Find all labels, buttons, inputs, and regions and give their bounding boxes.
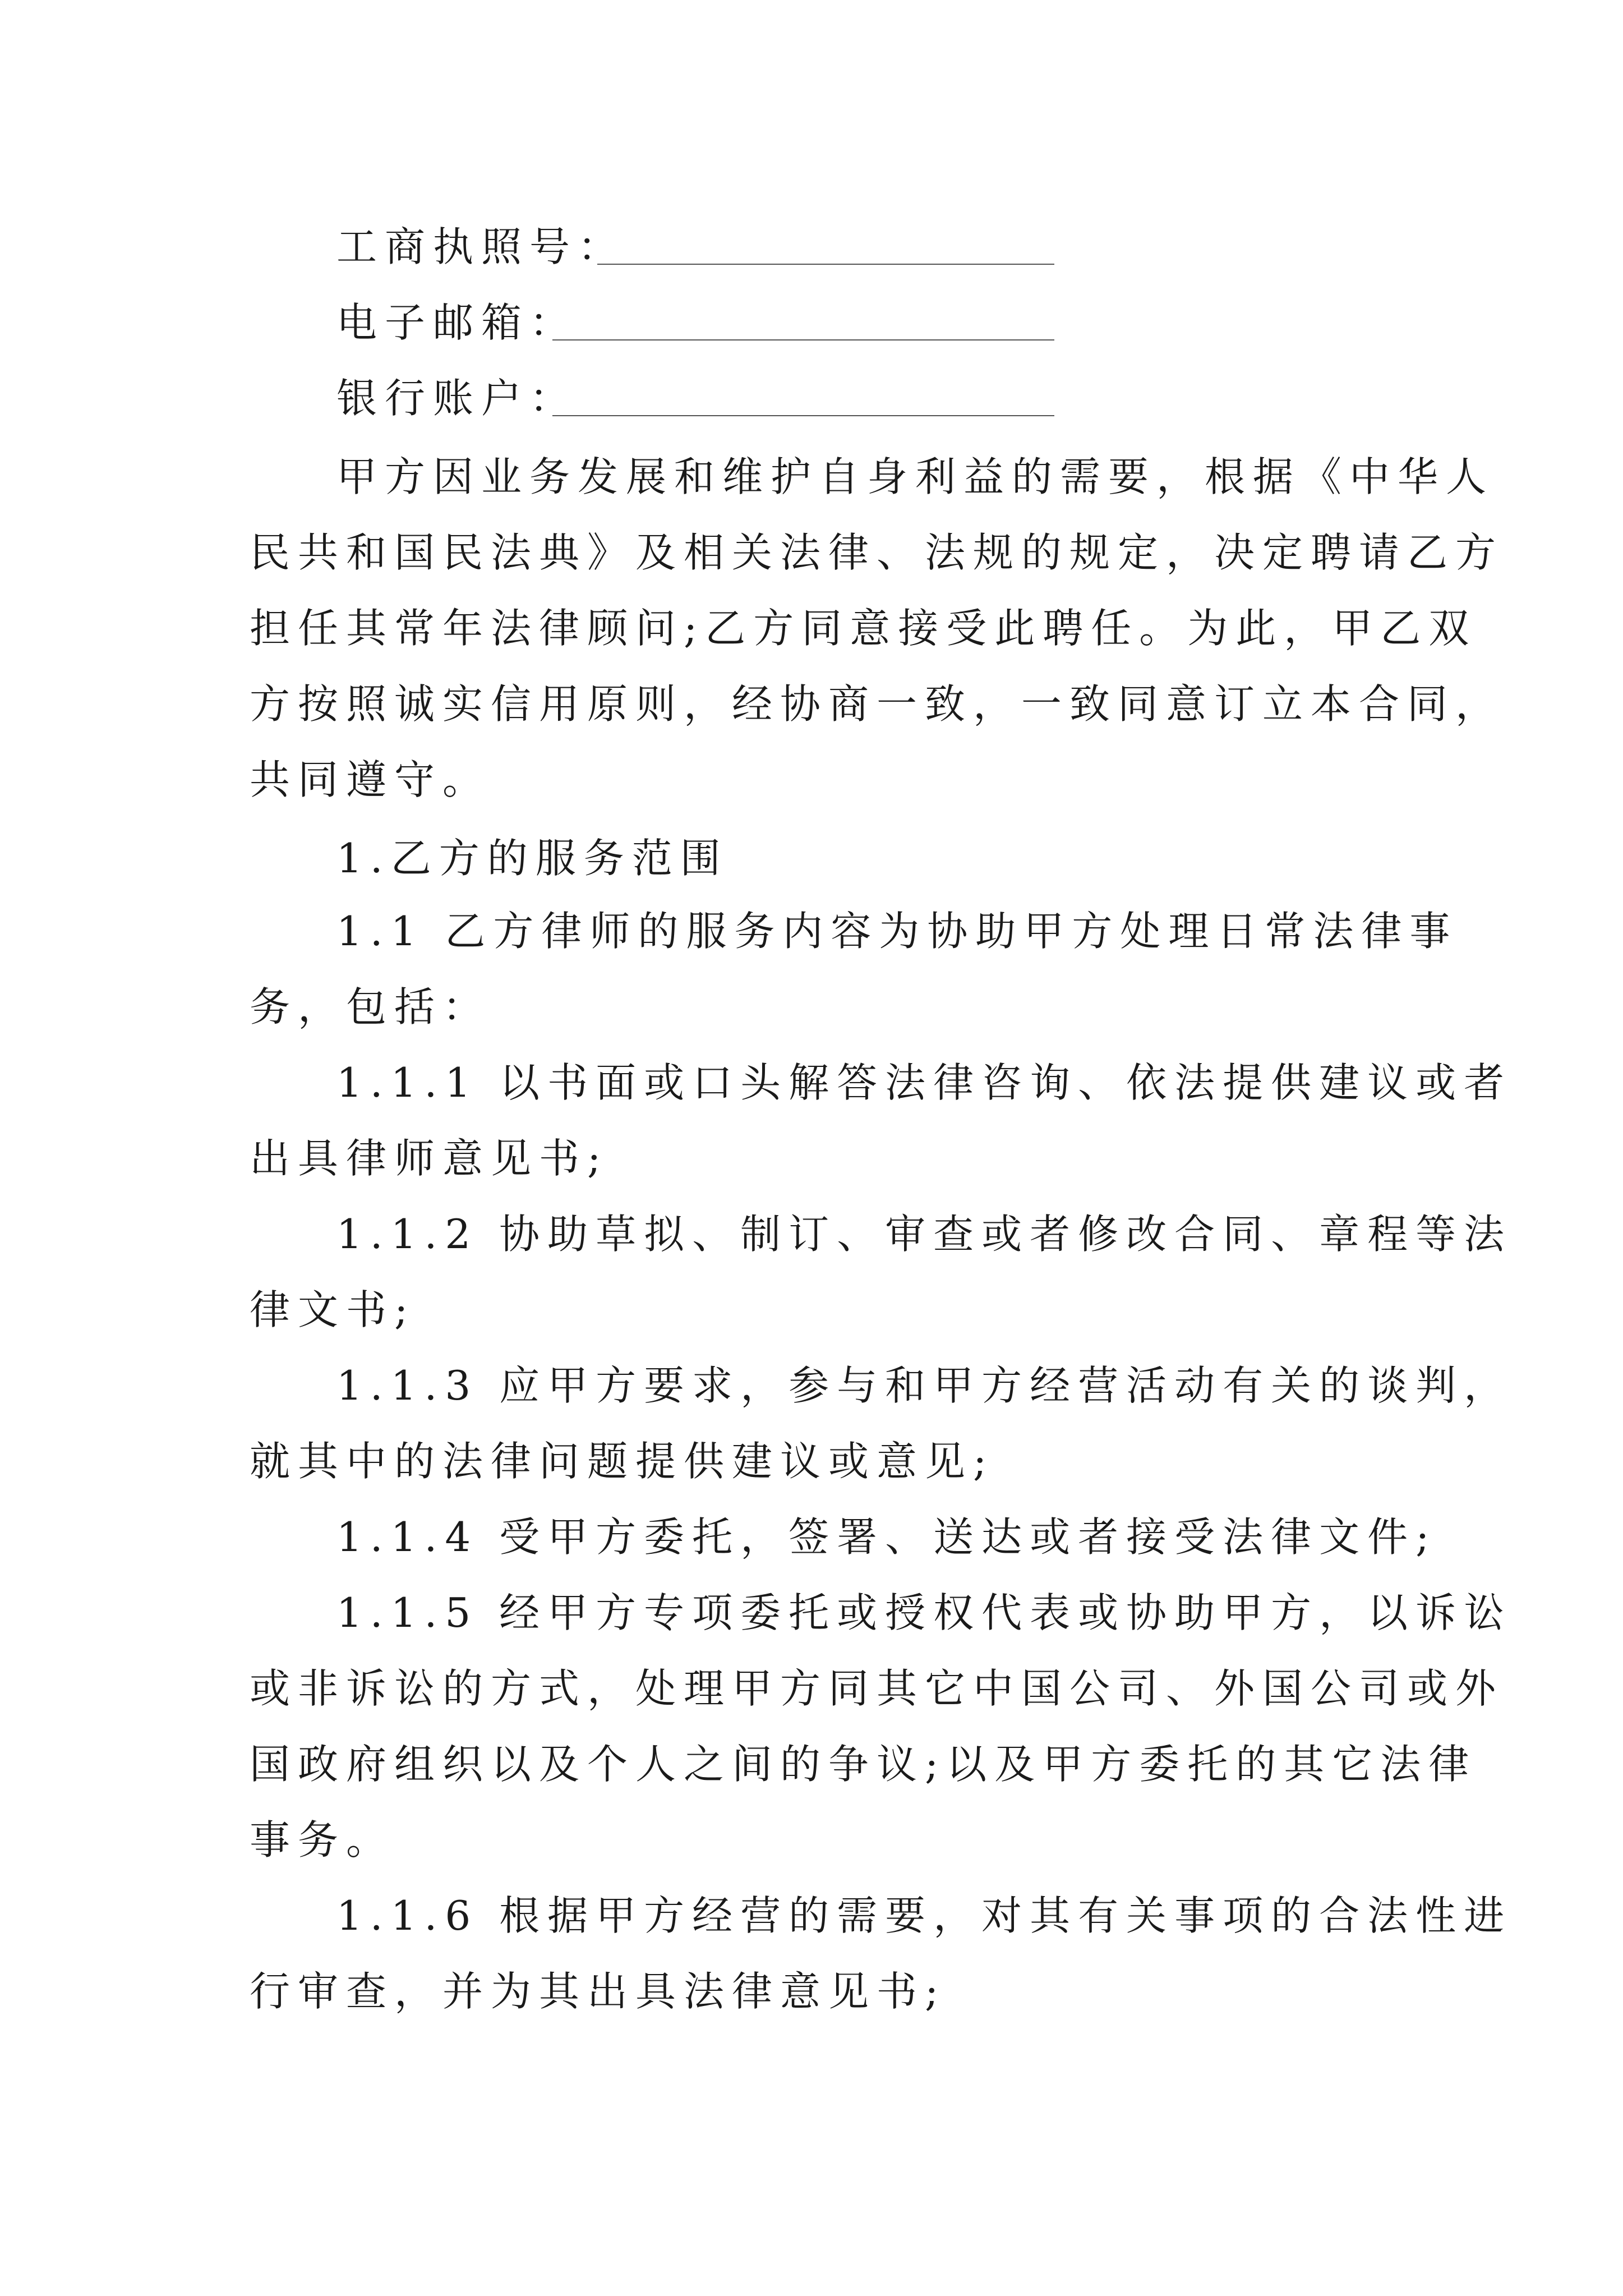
intro-line: 共同遵守。 <box>250 756 491 803</box>
item-1-1-3-line: 1.1.3 应甲方要求，参与和甲方经营活动有关的谈判， <box>336 1362 1513 1409</box>
item-1-1-6-line: 1.1.6 根据甲方经营的需要，对其有关事项的合法性进 <box>336 1892 1513 1939</box>
intro-line: 担任其常年法律顾问;乙方同意接受此聘任。为此，甲乙双 <box>250 605 1477 652</box>
section-heading: 1.乙方的服务范围 <box>336 835 728 882</box>
item-1-1-5-line: 事务。 <box>250 1816 395 1864</box>
item-1-1-4-line: 1.1.4 受甲方委托，签署、送达或者接受法律文件; <box>336 1513 1437 1561</box>
item-1-1-1-line: 出具律师意见书; <box>250 1135 609 1182</box>
item-1-1-2-line: 律文书; <box>250 1286 416 1333</box>
field-email-label: 电子邮箱： <box>336 299 578 346</box>
intro-line: 民共和国民法典》及相关法律、法规的规定，决定聘请乙方 <box>250 529 1504 576</box>
clause-1-1-line: 1.1 乙方律师的服务内容为协助甲方处理日常法律事 <box>336 908 1458 955</box>
item-1-1-6-line: 行审查，并为其出具法律意见书; <box>250 1968 947 2015</box>
field-bank-account-label: 银行账户： <box>336 375 578 422</box>
item-1-1-5-line: 1.1.5 经甲方专项委托或授权代表或协助甲方，以诉讼 <box>336 1589 1513 1636</box>
item-1-1-3-line: 就其中的法律问题提供建议或意见; <box>250 1438 995 1485</box>
item-1-1-5-line: 国政府组织以及个人之间的争议;以及甲方委托的其它法律 <box>250 1741 1477 1788</box>
field-business-license-label: 工商执照号： <box>336 223 626 270</box>
field-email-blank[interactable] <box>552 339 1054 341</box>
clause-1-1-line: 务，包括： <box>250 983 491 1030</box>
field-business-license-blank[interactable] <box>597 264 1054 265</box>
field-bank-account-blank[interactable] <box>552 415 1054 416</box>
item-1-1-2-line: 1.1.2 协助草拟、制订、审查或者修改合同、章程等法 <box>336 1211 1513 1258</box>
item-1-1-5-line: 或非诉讼的方式，处理甲方同其它中国公司、外国公司或外 <box>250 1665 1504 1712</box>
intro-line: 甲方因业务发展和维护自身利益的需要，根据《中华人 <box>336 453 1495 500</box>
item-1-1-1-line: 1.1.1 以书面或口头解答法律咨询、依法提供建议或者 <box>336 1059 1513 1106</box>
intro-line: 方按照诚实信用原则，经协商一致，一致同意订立本合同， <box>250 680 1504 728</box>
